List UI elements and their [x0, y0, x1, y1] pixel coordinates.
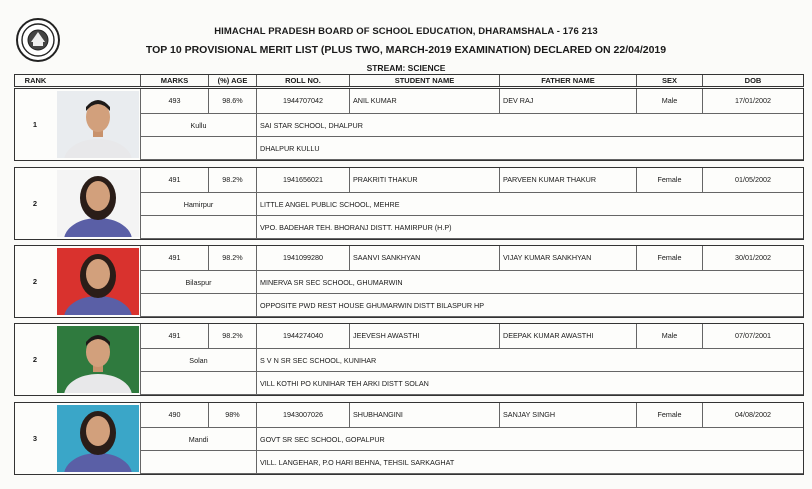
- district-cell: Solan: [140, 349, 256, 372]
- roll-number-cell: 1944707042: [256, 89, 349, 114]
- address-cell: VILL. LANGEHAR, P.O HARI BEHNA, TEHSIL SARKAGHAT: [256, 451, 803, 474]
- roll-number-cell: 1943007026: [256, 403, 349, 428]
- marks-cell: 491: [140, 324, 208, 349]
- address-cell: VPO. BADEHAR TEH. BHORANJ DISTT. HAMIRPUR (H.P): [256, 216, 803, 239]
- merit-record: [14, 323, 804, 396]
- merit-list-title: TOP 10 PROVISIONAL MERIT LIST (PLUS TWO, MARCH-2019 EXAMINATION) DECLARED ON 22/04/2019: [145, 44, 667, 56]
- marks-cell: 493: [140, 89, 208, 114]
- marks-cell: 491: [140, 168, 208, 193]
- column-dob: DOB: [702, 75, 803, 86]
- student-name-cell: SAANVI SANKHYAN: [349, 246, 499, 271]
- roll-number-cell: 1941656021: [256, 168, 349, 193]
- dob-cell: 04/08/2002: [702, 403, 803, 428]
- district-cell: Bilaspur: [140, 271, 256, 294]
- address-cell: VILL KOTHI PO KUNIHAR TEH ARKI DISTT SOLAN: [256, 372, 803, 395]
- roll-number-cell: 1944274040: [256, 324, 349, 349]
- board-title: HIMACHAL PRADESH BOARD OF SCHOOL EDUCATION, DHARAMSHALA - 176 213: [214, 26, 598, 37]
- percent-cell: 98.2%: [208, 324, 256, 349]
- percent-cell: 98.2%: [208, 168, 256, 193]
- dob-cell: 07/07/2001: [702, 324, 803, 349]
- merit-record: [14, 245, 804, 318]
- dob-cell: 01/05/2002: [702, 168, 803, 193]
- district-cell: Hamirpur: [140, 193, 256, 216]
- percent-cell: 98.6%: [208, 89, 256, 114]
- student-photo: [57, 170, 139, 237]
- father-name-cell: DEV RAJ: [499, 89, 636, 114]
- rank-cell: 2: [32, 199, 38, 208]
- column-sex: SEX: [636, 75, 702, 86]
- blank-cell: [140, 294, 256, 317]
- merit-record: [14, 88, 804, 161]
- school-cell: MINERVA SR SEC SCHOOL, GHUMARWIN: [256, 271, 803, 294]
- dob-cell: 30/01/2002: [702, 246, 803, 271]
- sex-cell: Male: [636, 324, 702, 349]
- column-rank: RANK: [24, 76, 47, 85]
- rank-cell: 2: [32, 277, 38, 286]
- marks-cell: 490: [140, 403, 208, 428]
- column-student-name: STUDENT NAME: [349, 75, 499, 86]
- column-marks: MARKS: [140, 75, 208, 86]
- father-name-cell: PARVEEN KUMAR THAKUR: [499, 168, 636, 193]
- sex-cell: Female: [636, 246, 702, 271]
- school-cell: SAI STAR SCHOOL, DHALPUR: [256, 114, 803, 137]
- student-name-cell: SHUBHANGINI: [349, 403, 499, 428]
- school-cell: GOVT SR SEC SCHOOL, GOPALPUR: [256, 428, 803, 451]
- column-header-row: [14, 74, 804, 87]
- blank-cell: [140, 216, 256, 239]
- marks-cell: 491: [140, 246, 208, 271]
- blank-cell: [140, 137, 256, 160]
- student-photo: [57, 326, 139, 393]
- blank-cell: [140, 372, 256, 395]
- rank-cell: 1: [32, 120, 38, 129]
- percent-cell: 98%: [208, 403, 256, 428]
- address-cell: DHALPUR KULLU: [256, 137, 803, 160]
- percent-cell: 98.2%: [208, 246, 256, 271]
- sex-cell: Male: [636, 89, 702, 114]
- student-photo: [57, 91, 139, 158]
- student-photo: [57, 405, 139, 472]
- dob-cell: 17/01/2002: [702, 89, 803, 114]
- roll-number-cell: 1941099280: [256, 246, 349, 271]
- rank-cell: 3: [32, 434, 38, 443]
- school-cell: LITTLE ANGEL PUBLIC SCHOOL, MEHRE: [256, 193, 803, 216]
- address-cell: OPPOSITE PWD REST HOUSE GHUMARWIN DISTT BILASPUR HP: [256, 294, 803, 317]
- school-cell: S V N SR SEC SCHOOL, KUNIHAR: [256, 349, 803, 372]
- student-name-cell: ANIL KUMAR: [349, 89, 499, 114]
- district-cell: Mandi: [140, 428, 256, 451]
- blank-cell: [140, 451, 256, 474]
- merit-record: [14, 402, 804, 475]
- district-cell: Kullu: [140, 114, 256, 137]
- father-name-cell: VIJAY KUMAR SANKHYAN: [499, 246, 636, 271]
- column-percent: (%) AGE: [208, 75, 256, 86]
- student-photo: [57, 248, 139, 315]
- father-name-cell: DEEPAK KUMAR AWASTHI: [499, 324, 636, 349]
- stream-label: STREAM: SCIENCE: [366, 63, 446, 73]
- father-name-cell: SANJAY SINGH: [499, 403, 636, 428]
- sex-cell: Female: [636, 403, 702, 428]
- column-roll-no: ROLL NO.: [256, 75, 349, 86]
- column-father-name: FATHER NAME: [499, 75, 636, 86]
- student-name-cell: JEEVESH AWASTHI: [349, 324, 499, 349]
- merit-record: [14, 167, 804, 240]
- student-name-cell: PRAKRITI THAKUR: [349, 168, 499, 193]
- rank-cell: 2: [32, 355, 38, 364]
- sex-cell: Female: [636, 168, 702, 193]
